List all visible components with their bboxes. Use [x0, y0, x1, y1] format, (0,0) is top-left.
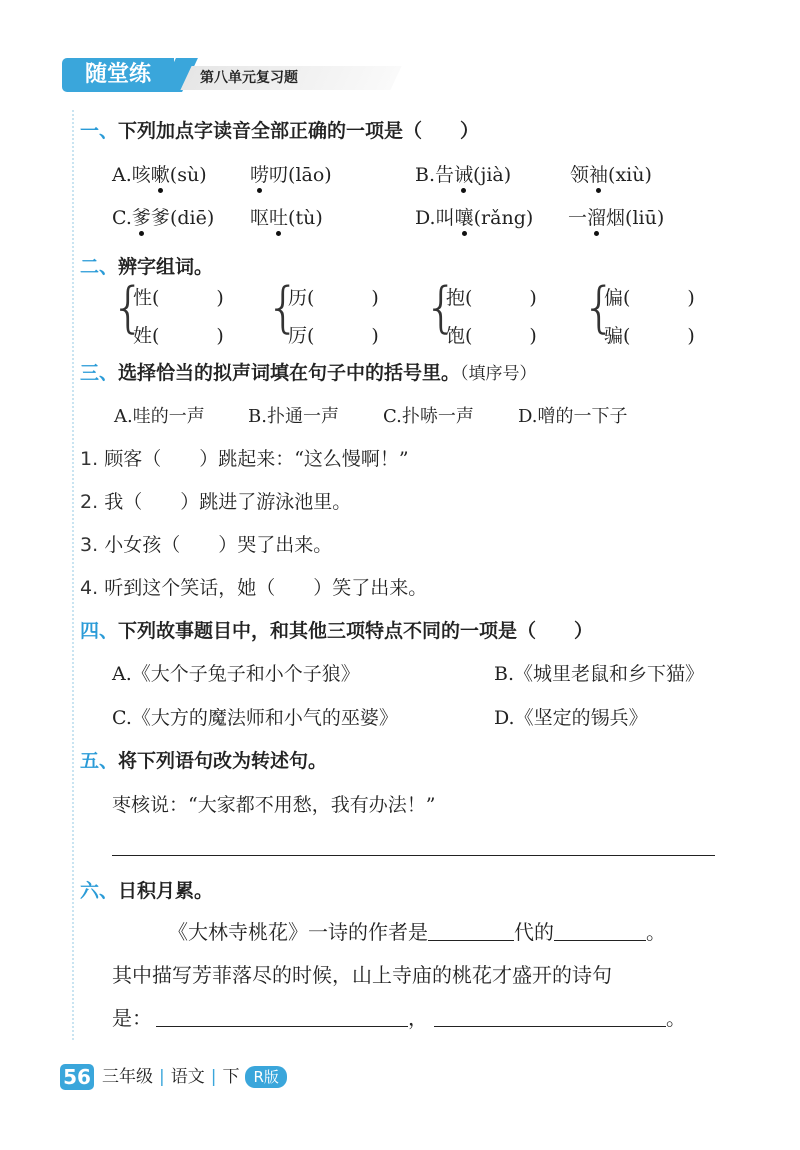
- onomatopoeia-d: D.噌的一下子: [518, 406, 628, 427]
- section-3-heading: [80, 358, 537, 385]
- blank-dynasty[interactable]: [428, 940, 514, 941]
- brace: {: [582, 276, 617, 339]
- option-d2: 一溜烟(liū): [568, 203, 664, 230]
- section-5-heading: [80, 746, 327, 773]
- header-badge: 随堂练: [62, 58, 174, 92]
- pair-2-top: 历( ): [288, 287, 379, 309]
- section-2-number: 二、: [80, 256, 119, 278]
- story-b: B.《城里老鼠和乡下猫》: [494, 663, 705, 685]
- story-a: A.《大个子兔子和小个子狼》: [112, 663, 360, 685]
- section-2-title: 辨字组词。: [118, 256, 214, 278]
- pair-4-bottom: 骗( ): [604, 325, 695, 347]
- section-1-title: 下列加点字读音全部正确的一项是（ ）: [118, 120, 480, 142]
- brace: {: [266, 276, 301, 339]
- section-3-title: 选择恰当的拟声词填在句子中的括号里。: [118, 362, 461, 384]
- dotted-char: 吐: [269, 203, 288, 230]
- section-4-heading: [80, 616, 593, 643]
- story-c: C.《大方的魔法师和小气的巫婆》: [112, 707, 398, 729]
- dotted-char: 诫: [454, 160, 473, 187]
- footer-subject: 语文: [170, 1067, 205, 1087]
- section-2-heading: [80, 252, 213, 279]
- footer-term: 下: [222, 1067, 240, 1087]
- onomatopoeia-c: C.扑哧一声: [383, 406, 474, 427]
- pair-3-top: 抱( ): [446, 287, 537, 309]
- dotted-char: 唠: [250, 160, 269, 187]
- footer-info: 三年级 | 语文 | 下 R版: [102, 1064, 287, 1090]
- margin-dotted-line: [72, 110, 74, 1040]
- blank-verse-1[interactable]: [156, 1026, 408, 1027]
- onomatopoeia-a: A.哇的一声: [114, 406, 205, 427]
- edition-badge: R版: [245, 1066, 286, 1088]
- question-1: 1. 顾客（ ）跳起来：“这么慢啊！”: [80, 448, 409, 470]
- dotted-char: 爹: [132, 203, 151, 230]
- blank-verse-2[interactable]: [434, 1026, 666, 1027]
- option-c1: C.爹爹(diē): [112, 203, 214, 230]
- dotted-char: 溜: [587, 203, 606, 230]
- pair-4-top: 偏( ): [604, 287, 695, 309]
- brace: {: [111, 276, 146, 339]
- section-6-title: 日积月累。: [118, 880, 214, 902]
- dotted-char: 袖: [589, 160, 608, 187]
- dotted-char: 嗽: [151, 160, 170, 187]
- section-5-number: 五、: [80, 750, 119, 772]
- option-c2: 呕吐(tù): [250, 203, 323, 230]
- question-3: 3. 小女孩（ ）哭了出来。: [80, 534, 333, 556]
- pair-1-top: 性( ): [133, 287, 224, 309]
- section-3-note: （填序号）: [460, 364, 537, 384]
- brace: {: [424, 276, 459, 339]
- question-2: 2. 我（ ）跳进了游泳池里。: [80, 491, 352, 513]
- pair-2-bottom: 厉( ): [288, 325, 379, 347]
- page-number: 56: [60, 1064, 94, 1090]
- poem-line-1: 《大林寺桃花》一诗的作者是 代的 。: [168, 920, 666, 944]
- answer-line[interactable]: [112, 855, 715, 856]
- dotted-char: 嚷: [455, 203, 474, 230]
- pair-3-bottom: 饱( ): [446, 325, 537, 347]
- poem-line-2: 其中描写芳菲落尽的时候，山上寺庙的桃花才盛开的诗句: [112, 963, 612, 987]
- section-4-number: 四、: [80, 620, 119, 642]
- poem-line-3: 是： ， 。: [112, 1006, 686, 1030]
- option-d1: D.叫嚷(rǎng): [415, 203, 533, 230]
- question-4: 4. 听到这个笑话，她（ ）笑了出来。: [80, 577, 428, 599]
- option-a1: A.咳嗽(sù): [112, 160, 207, 187]
- story-d: D.《坚定的锡兵》: [494, 707, 648, 729]
- section-1-number: 一、: [80, 120, 119, 142]
- section-1-heading: [80, 116, 479, 143]
- section-6-heading: [80, 876, 213, 903]
- option-b2: 领袖(xiù): [570, 160, 652, 187]
- section-4-title: 下列故事题目中，和其他三项特点不同的一项是（ ）: [118, 620, 594, 642]
- header-subtitle: 第八单元复习题: [200, 70, 298, 86]
- section-3-number: 三、: [80, 362, 119, 384]
- section-6-number: 六、: [80, 880, 119, 902]
- option-b1: B.告诫(jià): [415, 160, 511, 187]
- onomatopoeia-b: B.扑通一声: [248, 406, 339, 427]
- quote-sentence: 枣核说：“大家都不用愁，我有办法！”: [112, 794, 436, 816]
- pair-1-bottom: 姓( ): [133, 325, 224, 347]
- blank-author[interactable]: [554, 940, 646, 941]
- footer-grade: 三年级: [102, 1067, 153, 1087]
- option-a2: 唠叨(lāo): [250, 160, 332, 187]
- section-5-title: 将下列语句改为转述句。: [118, 750, 328, 772]
